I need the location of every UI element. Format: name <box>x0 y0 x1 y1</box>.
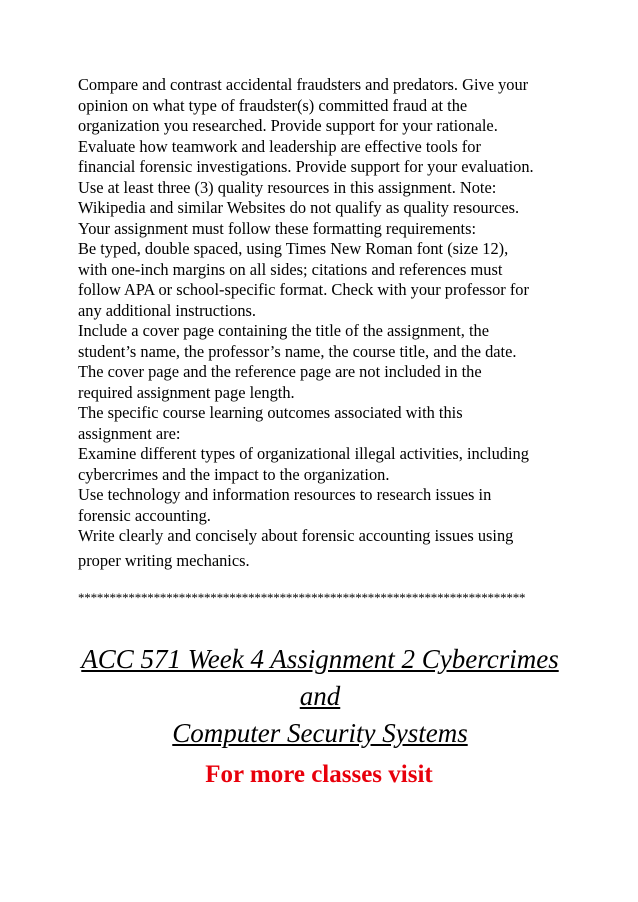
instruction-line: forensic accounting. <box>78 505 211 525</box>
instruction-line: assignment are: <box>78 423 181 443</box>
instruction-line: The specific course learning outcomes associated with this <box>78 403 463 422</box>
instruction-line: Include a cover page containing the title of the assignment, the <box>78 321 489 340</box>
instruction-line: Evaluate how teamwork and leadership are effective tools for <box>78 136 481 156</box>
instruction-line: opinion on what type of fraudster(s) committed fraud at the <box>78 95 468 115</box>
instruction-line: organization you researched. Provide support for your rationale. <box>78 116 498 135</box>
instruction-line: Use technology and information resources to research issues in <box>78 485 492 504</box>
instruction-line: any additional instructions. <box>78 300 256 320</box>
assignment-title <box>60 641 580 752</box>
instruction-line: Be typed, double spaced, using Times New Roman font (size 12), <box>78 239 509 258</box>
instruction-line: student’s name, the professor’s name, the course title, and the date. <box>78 341 517 361</box>
instruction-line: cybercrimes and the impact to the organization. <box>78 464 390 484</box>
instruction-line: required assignment page length. <box>78 382 295 402</box>
asterisk-separator: *********************************************************************** <box>78 590 526 605</box>
visit-callout: For more classes visit <box>205 761 433 788</box>
instruction-line: proper writing mechanics. <box>78 550 250 570</box>
instruction-line: Your assignment must follow these formatting requirements: <box>78 218 477 238</box>
instruction-line: follow APA or school-specific format. Check with your professor for <box>78 280 529 299</box>
instruction-line: Write clearly and concisely about forensic accounting issues using <box>78 526 514 545</box>
instruction-line: Examine different types of organizational illegal activities, including <box>78 444 529 463</box>
assignment-title-line-2: Computer Security Systems <box>172 718 468 748</box>
instruction-line: Wikipedia and similar Websites do not qualify as quality resources. <box>78 198 520 217</box>
instruction-line: with one-inch margins on all sides; citations and references must <box>78 259 503 279</box>
assignment-title-line-1: ACC 571 Week 4 Assignment 2 Cybercrimes and <box>81 644 559 711</box>
instruction-line: Compare and contrast accidental fraudsters and predators. Give your <box>78 75 529 94</box>
instruction-line: The cover page and the reference page are not included in the <box>78 362 482 381</box>
instruction-line: financial forensic investigations. Provide support for your evaluation. <box>78 157 534 176</box>
instruction-line: Use at least three (3) quality resources in this assignment. Note: <box>78 177 497 197</box>
assignment-instructions <box>78 75 568 571</box>
